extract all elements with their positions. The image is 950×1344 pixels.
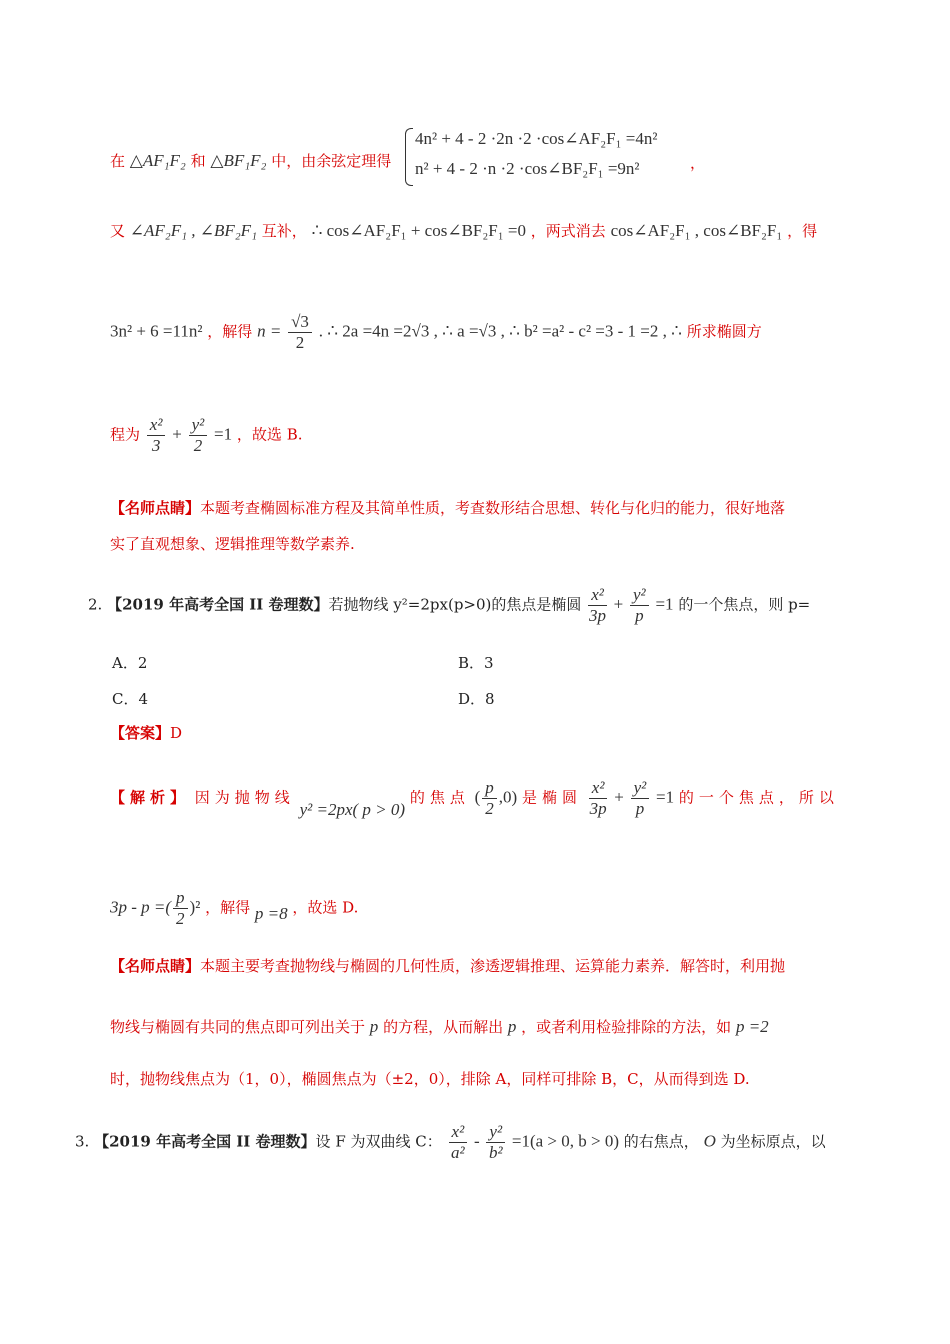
angle-pair: ∠AF₂F₁ , ∠BF₂F₁: [129, 221, 257, 240]
fraction-numerator: √3: [288, 312, 312, 333]
solution-line-4: [110, 415, 302, 456]
fraction-p-over-2: [482, 778, 497, 819]
question-3-stem: [75, 1122, 826, 1163]
chain-equation: . ∴ 2a =4n =2√3 , ∴ a =√3 , ∴ b² =a² - c² =3 - 1 =2 , ∴: [318, 321, 682, 341]
question-2-stem: [88, 585, 810, 626]
question-number: 3.: [75, 1132, 90, 1151]
fraction-denominator: 2: [485, 799, 494, 818]
solution-line-1: [110, 150, 391, 172]
question-stem-c: 为坐标原点，以: [720, 1132, 826, 1151]
triangle-bf1f2: △BF₁F₂: [210, 151, 267, 170]
fraction-denominator: b²: [488, 1143, 503, 1162]
teacher-tip-2-line-3: 时，抛物线焦点为（1，0），椭圆焦点为（±2，0），排除 A，同样可排除 B，C，从而得到选 D.: [110, 1070, 750, 1088]
question-source: 【2019 年高考全国 II 卷理数】: [94, 1132, 316, 1151]
analysis-text-a: 因为抛物线: [194, 788, 295, 807]
question-stem: 设 F 为双曲线 C：: [315, 1132, 442, 1151]
fraction-denominator: p: [635, 606, 644, 625]
option-c[interactable]: C．4: [112, 690, 149, 708]
text-de: ，得: [787, 222, 818, 240]
teacher-tip-1-line-1: [110, 497, 785, 519]
teacher-tip-2-line-1: [110, 955, 785, 977]
text-cosine-law: 中，由余弦定理得: [271, 152, 392, 170]
p-equals-2: p =2: [735, 1017, 769, 1036]
plus-sign: +: [172, 424, 182, 444]
question-number: 2.: [88, 595, 103, 614]
tip-text-b2: 的方程，从而解出: [383, 1018, 504, 1036]
teacher-tip-text: 本题主要考查抛物线与椭圆的几何性质，渗透逻辑推理、运算能力素养．解答时，利用抛: [200, 957, 786, 975]
equation-3p-minus-p: 3p - p =(: [110, 897, 172, 917]
focus-tail: ,0): [498, 787, 518, 807]
answer-line: [110, 722, 182, 744]
cos-pair: cos∠AF₂F₁ , cos∠BF₂F₁: [610, 221, 783, 240]
equals-one: =1: [656, 787, 675, 807]
fraction-denominator: a²: [451, 1143, 465, 1162]
fraction-numerator: x²: [588, 585, 607, 606]
fraction-x2-over-3p: [589, 778, 608, 819]
fraction-denominator: 3p: [589, 606, 607, 625]
p-equals-8: p =8: [254, 903, 288, 923]
question-stem: 若抛物线 y²=2px(p>0)的焦点是椭圆: [328, 595, 582, 614]
answer-label: 【答案】: [110, 724, 171, 742]
teacher-tip-label: 【名师点睛】: [110, 957, 201, 975]
equation-system-brace: [405, 128, 413, 186]
fraction-denominator: 3p: [589, 799, 607, 818]
symbol-p: p: [507, 1017, 517, 1036]
fraction-x2-over-3: [147, 415, 166, 456]
analysis-text-c: 是椭圆: [522, 788, 583, 807]
fraction-x2-over-a2: [449, 1122, 468, 1163]
text-ellipse-eq-head: 所求椭圆方: [686, 322, 762, 341]
fraction-denominator: 2: [295, 333, 305, 352]
teacher-tip-2-line-2: [110, 1016, 769, 1038]
fraction-y2-over-2: [189, 415, 208, 456]
fraction-y2-over-p: [630, 585, 649, 626]
fraction-y2-over-b2: [486, 1122, 505, 1163]
analysis-line-1: [110, 778, 839, 819]
analysis-label: 【解析】: [110, 788, 191, 807]
fraction-x2-over-3p: [588, 585, 607, 626]
hyperbola-condition: =1(a > 0, b > 0): [511, 1131, 619, 1151]
equation-3n2: 3n² + 6 =11n²: [110, 321, 203, 341]
fraction-denominator: 3: [151, 436, 161, 455]
fraction-numerator: y²: [630, 585, 649, 606]
equation-system-comma: ，: [690, 154, 706, 172]
answer-value: D: [170, 724, 183, 742]
fraction-numerator: x²: [589, 778, 608, 799]
symbol-p: p: [369, 1017, 379, 1036]
fraction-denominator: p: [635, 799, 645, 818]
text-jiede: ，解得: [207, 322, 253, 341]
question-stem-tail: 的一个焦点，则 p=: [678, 595, 811, 614]
fraction-sqrt3-over-2: [288, 312, 312, 353]
equation-system-row-2: n² + 4 - 2 ·n ·2 ·cos∠BF₂F₁ =9n²: [415, 159, 640, 178]
text-zai: 在: [110, 152, 126, 170]
option-d[interactable]: D．8: [458, 690, 495, 708]
teacher-tip-text: 本题考查椭圆标准方程及其简单性质，考查数形结合思想、转化与化归的能力，很好地落: [200, 499, 786, 517]
tip-text-b1: 物线与椭圆有共同的焦点即可列出关于: [110, 1018, 366, 1036]
analysis-text-d: 的一个焦点，所以: [678, 788, 839, 807]
squared-close: )²: [189, 897, 201, 917]
solution-line-3: [110, 312, 762, 353]
fraction-numerator: y²: [189, 415, 208, 436]
fraction-numerator: y²: [486, 1122, 505, 1143]
fraction-y2-over-p: [631, 778, 650, 819]
open-paren: (: [474, 787, 481, 807]
fraction-numerator: x²: [147, 415, 166, 436]
fraction-numerator: x²: [449, 1122, 468, 1143]
equals-one: =1: [655, 594, 674, 614]
teacher-tip-label: 【名师点睛】: [110, 499, 201, 517]
text-hubu: 互补，: [261, 222, 307, 240]
fraction-denominator: 2: [176, 909, 185, 928]
plus-sign: +: [613, 594, 624, 614]
origin-o: O: [703, 1131, 716, 1151]
triangle-af1f2: △AF₁F₂: [129, 151, 186, 170]
fraction-numerator: y²: [631, 778, 650, 799]
text-choose-b: ，故选 B.: [236, 425, 303, 444]
analysis-line-2: [110, 888, 358, 929]
teacher-tip-1-line-2: 实了直观想象、逻辑推理等数学素养.: [110, 535, 355, 553]
fraction-numerator: p: [173, 888, 188, 909]
fraction-p-over-2: [173, 888, 188, 929]
analysis-text-b: 的焦点: [409, 788, 470, 807]
text-eliminate: ，两式消去: [530, 222, 606, 240]
text-he: 和: [190, 152, 206, 170]
minus-sign: -: [473, 1131, 480, 1151]
fraction-numerator: p: [482, 778, 497, 799]
fraction-denominator: 2: [193, 436, 203, 455]
text-chengwei: 程为: [110, 425, 141, 444]
text-you: 又: [110, 222, 126, 240]
equation-system-row-1: 4n² + 4 - 2 ·2n ·2 ·cos∠AF₂F₁ =4n²: [415, 129, 658, 148]
text-choose-d: ，故选 D.: [292, 898, 359, 917]
option-a[interactable]: A．2: [112, 654, 148, 672]
question-source: 【2019 年高考全国 II 卷理数】: [107, 595, 329, 614]
plus-sign: +: [614, 787, 624, 807]
cos-sum-equation: ∴ cos∠AF₂F₁ + cos∠BF₂F₁ =0: [311, 221, 527, 240]
tip-text-b3: ，或者利用检验排除的方法，如: [521, 1018, 732, 1036]
equals-one: =1: [214, 424, 233, 444]
text-jiede: ，解得: [205, 898, 251, 917]
parabola-equation: y² =2px( p > 0): [299, 799, 406, 819]
question-stem-b: 的右焦点，: [623, 1132, 699, 1151]
solution-line-2: [110, 220, 817, 242]
n-equals: n =: [257, 321, 282, 341]
option-b[interactable]: B．3: [458, 654, 494, 672]
